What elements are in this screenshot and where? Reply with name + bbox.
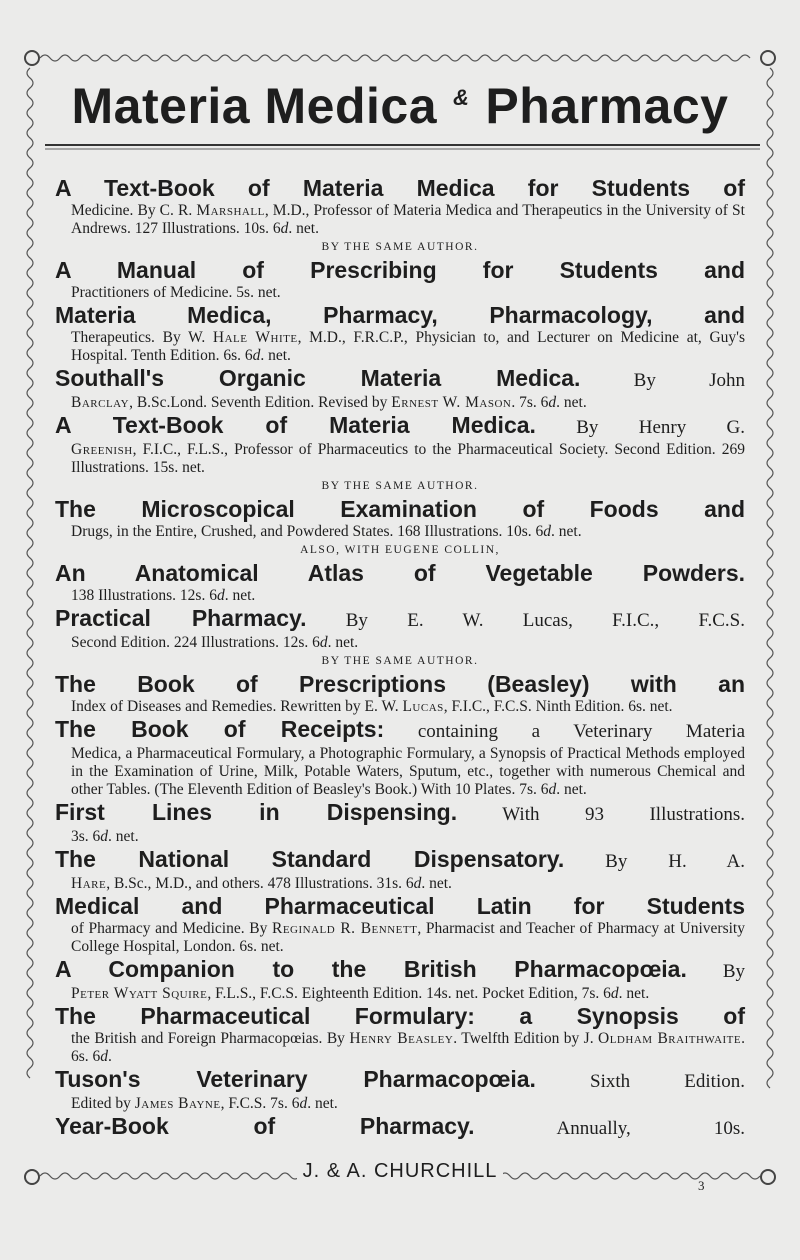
book-title-line	[55, 956, 745, 985]
top-wave-border	[40, 55, 750, 61]
book-title: A Companion to the British Pharmacopœia.	[55, 956, 687, 982]
book-title-continuation: By Henry G.	[535, 417, 745, 438]
description-text: . net.	[551, 523, 582, 540]
corner-ring-top-left	[25, 51, 39, 65]
book-title-line	[55, 412, 745, 441]
pence-symbol: d	[543, 523, 552, 540]
book-entry	[55, 257, 745, 302]
book-title: A Text-Book of Materia Medica.	[55, 412, 536, 438]
book-title: The National Standard Dispensatory.	[55, 846, 565, 872]
description-text: . 6s. 6	[71, 1030, 745, 1065]
pence-symbol: d	[548, 781, 557, 798]
description-text: . net.	[224, 587, 256, 604]
pence-symbol: d	[548, 394, 557, 411]
pence-symbol: d	[610, 985, 619, 1002]
description-text: . net.	[556, 781, 587, 798]
description-text: , F.I.C., F.C.S. Ninth Edition. 6s. net.	[443, 698, 673, 715]
description-text: Drugs, in the Entire, Crushed, and Powdered States. 168 Illustrations. 10s. 6	[71, 523, 544, 540]
book-title: Southall's Organic Materia Medica.	[55, 365, 581, 391]
description-text: . net.	[421, 875, 452, 892]
description-text: .	[108, 1048, 112, 1065]
book-title-line	[55, 365, 745, 394]
book-description	[71, 441, 745, 477]
book-title: Tuson's Veterinary Pharmacopœia.	[55, 1066, 536, 1092]
description-text: . net.	[260, 347, 291, 364]
description-text: Medica, a Pharmaceutical Formulary, a Photographic Formulary, a Synopsis of Practical Methods employed in the Examination of Urine, Milk, Potable Waters, Sputum, etc., together with numerous Chemical and other Tables. (The Eleventh Edition of Beasley's Book.) With 10 Plates. 7s. 6	[71, 745, 745, 798]
author-name: Hale White	[212, 329, 298, 346]
book-entry	[55, 799, 745, 846]
book-title: A Manual of Prescribing for Students and	[55, 257, 745, 283]
book-description	[71, 985, 745, 1003]
author-name: Peter Wyatt Squire	[71, 985, 208, 1002]
ampersand-ornament: &	[453, 85, 470, 110]
section-note: BY THE SAME AUTHOR.	[321, 241, 479, 253]
book-entry	[55, 671, 745, 716]
book-description	[71, 202, 745, 238]
description-text: 138 Illustrations. 12s. 6	[71, 587, 217, 604]
book-title-line	[55, 175, 745, 202]
book-entry	[55, 893, 745, 956]
pence-symbol: d	[299, 1095, 308, 1112]
book-title-line	[55, 560, 745, 587]
author-name: Ernest W. Mason	[391, 394, 512, 411]
author-name: Marshall	[196, 202, 265, 219]
book-description	[71, 1095, 745, 1113]
book-entry	[55, 175, 745, 238]
description-text: . net.	[327, 634, 359, 651]
book-title: First Lines in Dispensing.	[55, 799, 458, 825]
book-entry	[55, 365, 745, 412]
header-pharmacy: Pharmacy	[485, 78, 729, 134]
book-title-line	[55, 799, 745, 828]
book-entry	[55, 846, 745, 893]
book-title: Materia Medica, Pharmacy, Pharmacology, and	[55, 302, 745, 328]
book-title: Practical Pharmacy.	[55, 605, 307, 631]
book-description	[71, 1030, 745, 1066]
description-text: , F.C.S. 7s. 6	[220, 1095, 300, 1112]
description-text: Medicine. By C. R.	[71, 202, 197, 219]
book-title-line	[55, 302, 745, 329]
description-text: , F.I.C., F.L.S., Professor of Pharmaceutics to the Pharmaceutical Society. Second Edition. 269 Illustrations. 15s. net.	[71, 441, 745, 476]
book-description	[71, 634, 745, 652]
author-name: Henry Beasley	[349, 1030, 454, 1047]
description-text: , B.Sc.Lond. Seventh Edition. Revised by	[129, 394, 392, 411]
description-text: , B.Sc., M.D., and others. 478 Illustrations. 31s. 6	[106, 875, 414, 892]
book-entry	[55, 302, 745, 365]
description-text: Second Edition. 224 Illustrations. 12s. 6	[71, 634, 320, 651]
book-description	[71, 329, 745, 365]
book-title-line	[55, 846, 745, 875]
book-title: The Book of Receipts:	[55, 716, 385, 742]
section-note: BY THE SAME AUTHOR.	[321, 655, 479, 667]
description-text: . net.	[108, 828, 139, 845]
book-description	[71, 284, 745, 302]
book-entry	[55, 412, 745, 477]
book-description	[71, 745, 745, 799]
book-title: The Pharmaceutical Formulary: a Synopsis of	[55, 1003, 745, 1029]
section-note: BY THE SAME AUTHOR.	[321, 480, 479, 492]
book-description	[71, 875, 745, 893]
description-text: Practitioners of Medicine. 5s. net.	[71, 284, 281, 301]
book-title-line	[55, 1003, 745, 1030]
author-name: Barclay	[71, 394, 130, 411]
pence-symbol: d	[280, 220, 289, 237]
book-title-continuation: Sixth Edition.	[535, 1071, 745, 1092]
description-text: , M.D., F.R.C.P., Physician to, and Lecturer on Medicine at, Guy's Hospital. Tenth Edition. 6s. 6	[71, 329, 745, 364]
description-text: . Twelfth Edition by J.	[453, 1030, 599, 1047]
book-title-line	[55, 893, 745, 920]
book-title-continuation: By H. A.	[564, 851, 745, 872]
description-text: of Pharmacy and Medicine. By	[71, 920, 272, 937]
author-name: James Bayne	[134, 1095, 221, 1112]
book-title-continuation: Annually, 10s.	[474, 1118, 745, 1139]
book-entry	[55, 956, 745, 1003]
description-text: , M.D., Professor of Materia Medica and Therapeutics in the University of St Andrews. 127 Illustrations. 10s. 6	[71, 202, 745, 237]
pence-symbol: d	[100, 828, 109, 845]
description-text: . net.	[618, 985, 650, 1002]
author-name: Lucas	[402, 698, 444, 715]
book-title: A Text-Book of Materia Medica for Students of	[55, 175, 745, 201]
pence-symbol: d	[216, 587, 225, 604]
book-title-line	[55, 716, 745, 745]
book-title-line	[55, 257, 745, 284]
right-wave-border	[767, 68, 773, 1088]
book-title: An Anatomical Atlas of Vegetable Powders.	[55, 560, 745, 586]
book-title: Year-Book of Pharmacy.	[55, 1113, 475, 1139]
description-text: , Pharmacist and Teacher of Pharmacy at University College Hospital, London. 6s. net.	[71, 920, 745, 955]
description-text: , F.L.S., F.C.S. Eighteenth Edition. 14s. net. Pocket Edition, 7s. 6	[207, 985, 611, 1002]
book-title-continuation: By	[686, 961, 745, 982]
publisher-footer	[0, 1160, 800, 1183]
book-entry	[55, 716, 745, 799]
book-title-continuation: With 93 Illustrations.	[457, 804, 746, 825]
book-title-continuation: By John	[580, 370, 745, 391]
book-description	[71, 828, 745, 846]
book-title: The Microscopical Examination of Foods and	[55, 496, 745, 522]
book-description	[71, 523, 745, 541]
book-title: Medical and Pharmaceutical Latin for Students	[55, 893, 745, 919]
corner-ring-top-right	[761, 51, 775, 65]
author-name: Reginald R. Bennett	[271, 920, 418, 937]
description-text: Edited by	[71, 1095, 135, 1112]
book-entry	[55, 1066, 745, 1113]
page-number: 3	[698, 1178, 705, 1193]
book-description	[71, 587, 745, 605]
section-note: ALSO, WITH EUGENE COLLIN,	[300, 544, 500, 556]
book-entry	[55, 560, 745, 605]
author-name: Greenish	[71, 441, 133, 458]
book-entry	[55, 1113, 745, 1142]
author-name: Oldham Braithwaite	[598, 1030, 742, 1047]
pence-symbol: d	[100, 1048, 109, 1065]
author-name: Hare	[71, 875, 107, 892]
header-materia-medica: Materia Medica	[71, 78, 438, 134]
left-wave-border	[27, 68, 33, 1078]
book-title-line	[55, 1113, 745, 1142]
book-title-line	[55, 605, 745, 634]
book-entry	[55, 1003, 745, 1066]
book-list	[55, 175, 745, 1142]
description-text: . net.	[288, 220, 319, 237]
book-description	[71, 920, 745, 956]
book-title-line	[55, 671, 745, 698]
description-text: Therapeutics. By W.	[71, 329, 213, 346]
description-text: Index of Diseases and Remedies. Rewritten by E. W.	[71, 698, 403, 715]
description-text: the British and Foreign Pharmacopœias. By	[71, 1030, 350, 1047]
publisher-name: J. & A. CHURCHILL	[297, 1160, 504, 1182]
pence-symbol: d	[319, 634, 328, 651]
pence-symbol: d	[252, 347, 261, 364]
page-header	[0, 68, 800, 136]
book-title-continuation: By E. W. Lucas, F.I.C., F.C.S.	[306, 610, 745, 631]
book-entry	[55, 605, 745, 652]
description-text: . net.	[307, 1095, 338, 1112]
book-title-continuation: containing a Veterinary Materia	[384, 721, 745, 742]
description-text: 3s. 6	[71, 828, 101, 845]
book-title-line	[55, 496, 745, 523]
description-text: . 7s. 6	[511, 394, 549, 411]
pence-symbol: d	[413, 875, 422, 892]
book-title-line	[55, 1066, 745, 1095]
book-entry	[55, 496, 745, 541]
book-title: The Book of Prescriptions (Beasley) with an	[55, 671, 745, 697]
description-text: . net.	[556, 394, 587, 411]
book-description	[71, 394, 745, 412]
book-description	[71, 698, 745, 716]
